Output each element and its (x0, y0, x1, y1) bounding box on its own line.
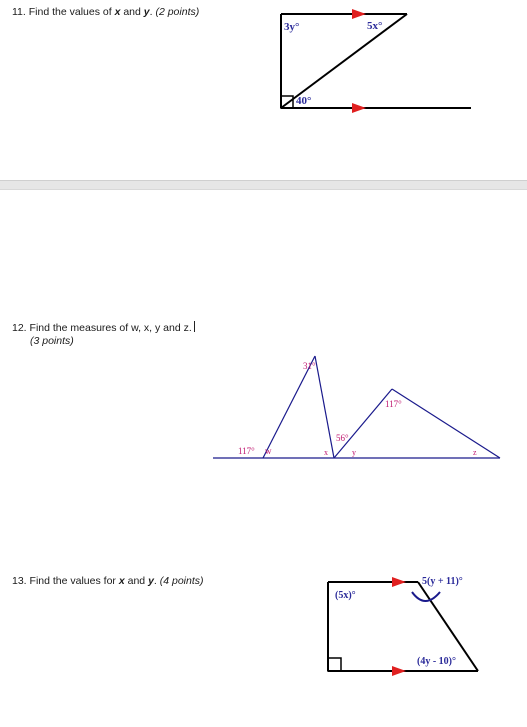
question-number: 11. (12, 6, 26, 18)
angle-label-x: x (324, 448, 328, 457)
period: . (149, 6, 153, 18)
variable-x: x (118, 575, 125, 587)
period: . (153, 575, 157, 587)
question-points: (4 points) (159, 575, 204, 587)
angle-label-117b: 117° (385, 399, 402, 409)
question-prefix: Find the values for (29, 575, 116, 587)
conjunction: and (127, 575, 146, 587)
arrow-marker-bottom (392, 666, 406, 676)
angle-label-y: y (352, 448, 356, 457)
question-12-points: (3 points) (30, 335, 74, 347)
question-number: 13. (12, 575, 27, 587)
angle-label-5x: (5x)° (335, 590, 356, 601)
angle-label-117: 117° (238, 446, 255, 456)
question-prefix: Find the measures of w, x, y and z. (29, 322, 192, 334)
angle-label-w: w (265, 446, 272, 456)
question-points: (2 points) (155, 6, 200, 18)
variable-x: x (114, 6, 121, 18)
angle-label-5y11: 5(y + 11)° (422, 576, 463, 587)
variable-y: y (143, 6, 150, 18)
conjunction: and (123, 6, 141, 18)
angle-label-4y10: (4y - 10)° (417, 656, 456, 667)
variable-y: y (148, 575, 154, 587)
angle-label-5x: 5x° (367, 20, 383, 32)
angle-label-56: 56° (336, 433, 349, 443)
angle-label-31: 31° (303, 361, 316, 371)
question-number: 12. (12, 322, 27, 334)
angle-label-3y: 3y° (284, 21, 300, 33)
question-prefix: Find the values of (28, 6, 112, 18)
arrow-marker-top (392, 577, 406, 587)
angle-label-z: z (473, 448, 477, 457)
angle-label-40: 40° (296, 95, 312, 107)
